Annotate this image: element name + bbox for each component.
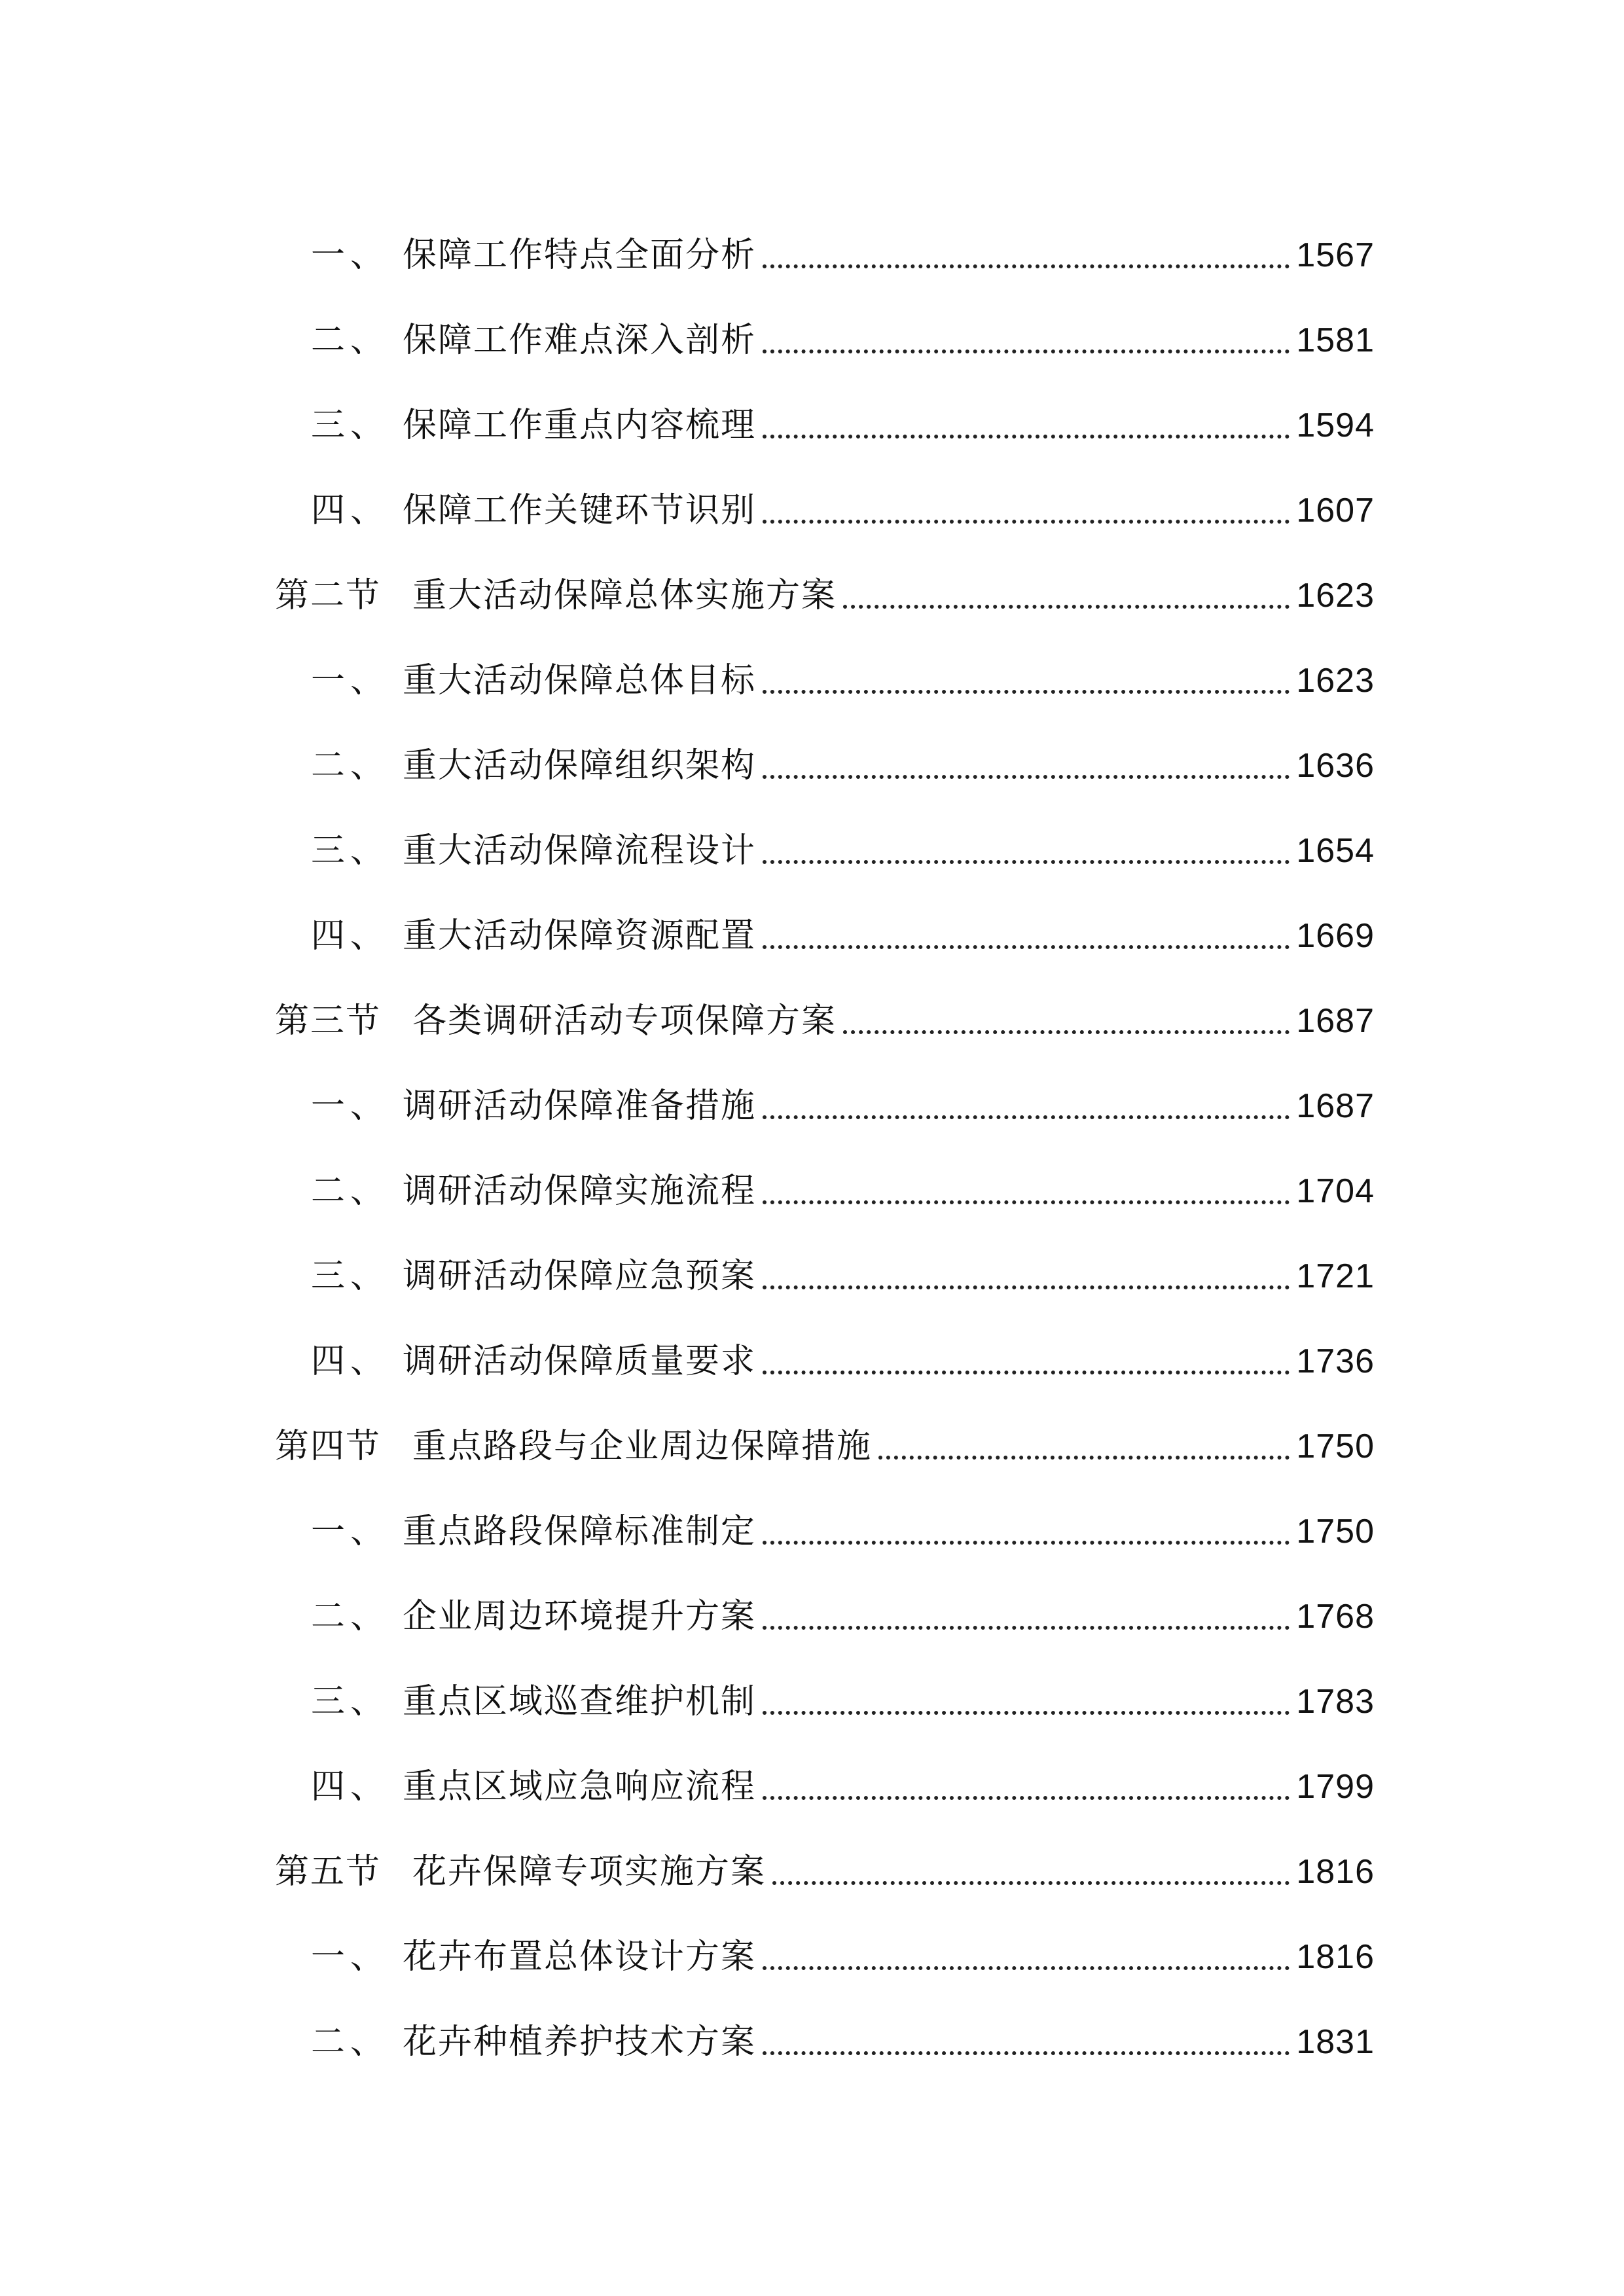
toc-subsection-entry[interactable]: [275, 1309, 1375, 1394]
toc-entry-title: 重大活动保障总体目标: [403, 661, 757, 700]
toc-subsection-entry[interactable]: [275, 1734, 1375, 1820]
toc-page-number: 1750: [1296, 1513, 1375, 1551]
toc-dot-leader: [763, 264, 1290, 268]
toc-entry-number: 二、: [311, 2022, 390, 2062]
toc-subsection-entry[interactable]: [275, 628, 1375, 713]
toc-dot-leader: [772, 1881, 1290, 1885]
toc-subsection-entry[interactable]: [275, 458, 1375, 543]
toc-subsection-entry[interactable]: [275, 203, 1375, 288]
toc-subsection-entry[interactable]: [275, 1479, 1375, 1564]
toc-entry-number: 第四节: [275, 1427, 382, 1466]
toc-subsection-entry[interactable]: [275, 798, 1375, 884]
toc-page-number: 1816: [1296, 1938, 1375, 1976]
toc-entry-label: [275, 1767, 756, 1806]
toc-dot-leader: [763, 2051, 1290, 2055]
toc-subsection-entry[interactable]: [275, 1649, 1375, 1734]
toc-page-number: 1783: [1296, 1683, 1375, 1721]
toc-entry-number: 三、: [311, 1257, 390, 1296]
toc-entry-label: [275, 1512, 756, 1551]
toc-page-number: 1799: [1296, 1768, 1375, 1806]
toc-entry-number: 二、: [311, 746, 390, 785]
toc-page-number: 1750: [1296, 1427, 1375, 1465]
toc-dot-leader: [763, 1711, 1290, 1715]
toc-subsection-entry[interactable]: [275, 373, 1375, 458]
toc-section-entry[interactable]: [275, 1820, 1375, 1905]
toc-entry-title: 保障工作关键环节识别: [403, 491, 757, 530]
toc-dot-leader: [763, 690, 1290, 694]
toc-dot-leader: [843, 1030, 1290, 1034]
toc-entry-number: 第三节: [275, 1001, 382, 1041]
toc-entry-title: 调研活动保障质量要求: [403, 1342, 757, 1381]
toc-entry-label: [275, 406, 756, 445]
toc-dot-leader: [763, 1966, 1290, 1970]
table-of-contents: [275, 203, 1375, 2075]
toc-page-number: 1736: [1296, 1342, 1375, 1380]
toc-entry-title: 调研活动保障准备措施: [403, 1086, 757, 1126]
toc-entry-number: 三、: [311, 406, 390, 445]
toc-entry-title: 重大活动保障资源配置: [403, 916, 757, 956]
toc-entry-title: 企业周边环境提升方案: [403, 1597, 757, 1636]
toc-page-number: 1669: [1296, 917, 1375, 955]
toc-entry-number: 一、: [311, 1937, 390, 1977]
toc-entry-number: 一、: [311, 1086, 390, 1126]
toc-dot-leader: [763, 1115, 1290, 1119]
toc-entry-label: [275, 1086, 756, 1126]
toc-entry-title: 重大活动保障流程设计: [403, 831, 757, 870]
toc-subsection-entry[interactable]: [275, 1564, 1375, 1649]
toc-entry-title: 保障工作难点深入剖析: [403, 321, 757, 360]
toc-entry-label: [275, 1597, 756, 1636]
toc-entry-title: 保障工作特点全面分析: [403, 236, 757, 275]
toc-subsection-entry[interactable]: [275, 1054, 1375, 1139]
toc-page-number: 1654: [1296, 832, 1375, 870]
toc-subsection-entry[interactable]: [275, 1990, 1375, 2075]
toc-entry-label: [275, 491, 756, 530]
toc-entry-title: 保障工作重点内容梳理: [403, 406, 757, 445]
toc-entry-title: 重点路段保障标准制定: [403, 1512, 757, 1551]
toc-entry-title: 各类调研活动专项保障方案: [412, 1001, 837, 1041]
toc-section-entry[interactable]: [275, 543, 1375, 628]
toc-dot-leader: [763, 1371, 1290, 1374]
toc-section-entry[interactable]: [275, 969, 1375, 1054]
toc-page-number: 1687: [1296, 1087, 1375, 1125]
toc-entry-number: 二、: [311, 1597, 390, 1636]
toc-entry-label: [275, 746, 756, 785]
toc-page-number: 1687: [1296, 1002, 1375, 1040]
toc-entry-number: 四、: [311, 1342, 390, 1381]
toc-entry-label: [275, 1172, 756, 1211]
toc-entry-title: 调研活动保障应急预案: [403, 1257, 757, 1296]
toc-page-number: 1721: [1296, 1257, 1375, 1295]
toc-entry-number: 三、: [311, 831, 390, 870]
toc-dot-leader: [843, 605, 1290, 609]
toc-entry-label: [275, 1852, 766, 1892]
toc-entry-number: 第二节: [275, 576, 382, 615]
toc-dot-leader: [763, 1796, 1290, 1800]
toc-dot-leader: [763, 775, 1290, 779]
toc-entry-title: 调研活动保障实施流程: [403, 1172, 757, 1211]
toc-dot-leader: [763, 1285, 1290, 1289]
toc-page-number: 1816: [1296, 1853, 1375, 1891]
toc-page-number: 1594: [1296, 406, 1375, 444]
toc-entry-title: 重点区域应急响应流程: [403, 1767, 757, 1806]
toc-entry-number: 三、: [311, 1682, 390, 1721]
toc-entry-number: 第五节: [275, 1852, 382, 1892]
toc-page-number: 1768: [1296, 1598, 1375, 1636]
toc-dot-leader: [763, 1200, 1290, 1204]
toc-page-number: 1704: [1296, 1172, 1375, 1210]
toc-page-number: 1831: [1296, 2023, 1375, 2061]
toc-entry-title: 重点区域巡查维护机制: [403, 1682, 757, 1721]
toc-subsection-entry[interactable]: [275, 288, 1375, 373]
toc-entry-label: [275, 321, 756, 360]
toc-entry-title: 重大活动保障总体实施方案: [412, 576, 837, 615]
toc-subsection-entry[interactable]: [275, 884, 1375, 969]
toc-page-number: 1623: [1296, 662, 1375, 700]
toc-entry-label: [275, 916, 756, 956]
toc-entry-number: 四、: [311, 916, 390, 956]
toc-entry-number: 二、: [311, 321, 390, 360]
toc-dot-leader: [878, 1456, 1290, 1460]
toc-entry-label: [275, 1001, 837, 1041]
toc-dot-leader: [763, 945, 1290, 949]
toc-entry-number: 二、: [311, 1172, 390, 1211]
toc-dot-leader: [763, 520, 1290, 524]
toc-dot-leader: [763, 435, 1290, 439]
toc-entry-number: 四、: [311, 1767, 390, 1806]
toc-page-number: 1567: [1296, 236, 1375, 274]
toc-entry-label: [275, 1342, 756, 1381]
toc-dot-leader: [763, 350, 1290, 353]
toc-entry-number: 一、: [311, 661, 390, 700]
toc-entry-label: [275, 1257, 756, 1296]
toc-entry-title: 重大活动保障组织架构: [403, 746, 757, 785]
toc-entry-title: 花卉种植养护技术方案: [403, 2022, 757, 2062]
toc-dot-leader: [763, 1626, 1290, 1630]
toc-entry-number: 四、: [311, 491, 390, 530]
toc-entry-label: [275, 831, 756, 870]
toc-entry-label: [275, 1937, 756, 1977]
toc-subsection-entry[interactable]: [275, 1905, 1375, 1990]
toc-entry-title: 重点路段与企业周边保障措施: [412, 1427, 873, 1466]
toc-subsection-entry[interactable]: [275, 1224, 1375, 1309]
toc-subsection-entry[interactable]: [275, 713, 1375, 798]
toc-page-number: 1607: [1296, 492, 1375, 529]
toc-entry-label: [275, 576, 837, 615]
toc-entry-label: [275, 1427, 872, 1466]
toc-entry-label: [275, 661, 756, 700]
toc-entry-label: [275, 1682, 756, 1721]
toc-entry-number: 一、: [311, 1512, 390, 1551]
toc-page-number: 1581: [1296, 321, 1375, 359]
toc-entry-number: 一、: [311, 236, 390, 275]
toc-section-entry[interactable]: [275, 1394, 1375, 1479]
toc-dot-leader: [763, 860, 1290, 864]
toc-dot-leader: [763, 1541, 1290, 1545]
toc-page-number: 1623: [1296, 577, 1375, 615]
toc-subsection-entry[interactable]: [275, 1139, 1375, 1224]
toc-entry-label: [275, 236, 756, 275]
toc-page-number: 1636: [1296, 747, 1375, 785]
toc-entry-title: 花卉布置总体设计方案: [403, 1937, 757, 1977]
toc-entry-label: [275, 2022, 756, 2062]
toc-entry-title: 花卉保障专项实施方案: [412, 1852, 767, 1892]
